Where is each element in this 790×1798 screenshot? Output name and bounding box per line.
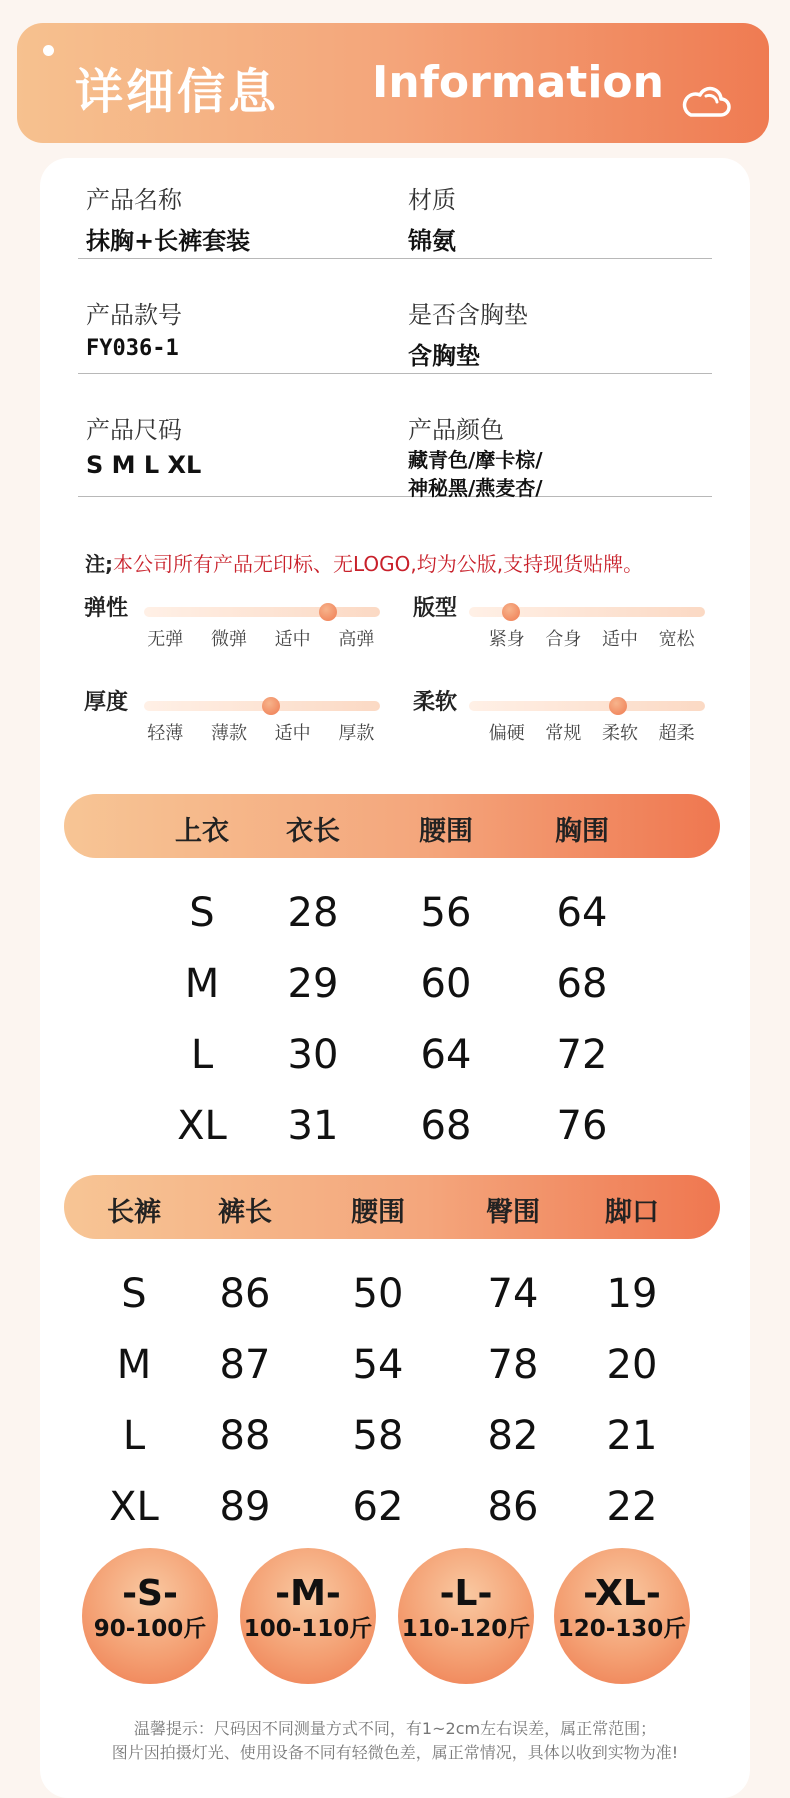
table-cell: 62 bbox=[352, 1484, 404, 1530]
attribute-option: 适中 bbox=[602, 629, 639, 650]
attribute-option: 微弹 bbox=[210, 629, 247, 650]
info-cell bbox=[86, 295, 182, 361]
notice-text: 本公司所有产品无印标、无LOGO,均为公版,支持现货贴牌。 bbox=[113, 552, 644, 576]
table-cell: 64 bbox=[420, 1032, 472, 1078]
attribute-name: 版型 bbox=[413, 596, 458, 621]
table-cell: L bbox=[122, 1413, 146, 1459]
attribute-name: 厚度 bbox=[84, 690, 129, 715]
material-label: 材质 bbox=[408, 186, 456, 214]
table-row bbox=[40, 1403, 750, 1473]
table-cell: M bbox=[116, 1342, 152, 1388]
table-header-cell: 胸围 bbox=[555, 816, 609, 847]
pants-size-table-header bbox=[64, 1175, 720, 1239]
attribute-track bbox=[144, 701, 380, 711]
size-circle-size: -XL- bbox=[583, 1573, 661, 1614]
table-cell: 22 bbox=[606, 1484, 658, 1530]
table-cell: 76 bbox=[556, 1103, 608, 1149]
table-cell: 74 bbox=[487, 1271, 539, 1317]
table-cell: M bbox=[184, 961, 220, 1007]
table-row bbox=[40, 880, 750, 950]
table-header-cell: 脚口 bbox=[605, 1197, 659, 1228]
table-header-cell: 长裤 bbox=[107, 1197, 161, 1228]
table-row bbox=[40, 1093, 750, 1163]
table-row bbox=[40, 1261, 750, 1331]
header-banner bbox=[17, 23, 769, 143]
table-cell: 89 bbox=[219, 1484, 271, 1530]
pad-value: 含胸垫 bbox=[408, 342, 480, 370]
table-cell: 50 bbox=[352, 1271, 404, 1317]
attribute-option: 厚款 bbox=[338, 723, 375, 744]
table-header-cell: 上衣 bbox=[175, 816, 229, 847]
pad-label: 是否含胸垫 bbox=[408, 301, 528, 329]
table-cell: 30 bbox=[287, 1032, 339, 1078]
table-cell: 54 bbox=[352, 1342, 404, 1388]
attribute-option: 宽松 bbox=[658, 629, 695, 650]
info-cell bbox=[408, 295, 528, 371]
attribute-option: 紧身 bbox=[488, 629, 525, 650]
attribute-knob bbox=[319, 603, 337, 621]
table-cell: 86 bbox=[487, 1484, 539, 1530]
attribute-option: 轻薄 bbox=[147, 723, 184, 744]
table-header-cell: 腰围 bbox=[419, 816, 473, 847]
table-cell: 64 bbox=[556, 890, 608, 936]
material-value: 锦氨 bbox=[408, 227, 456, 255]
attribute-elasticity bbox=[84, 591, 394, 651]
size-value: S M L XL bbox=[86, 451, 202, 479]
size-circle-weight: 90-100斤 bbox=[93, 1616, 207, 1642]
product-name-value: 抹胸+长裤套装 bbox=[86, 227, 251, 255]
attribute-softness bbox=[413, 685, 723, 745]
product-code-label: 产品款号 bbox=[86, 301, 182, 329]
table-row bbox=[40, 1332, 750, 1402]
table-cell: 68 bbox=[556, 961, 608, 1007]
size-circle-size: -S- bbox=[122, 1573, 178, 1614]
attribute-option: 偏硬 bbox=[488, 723, 525, 744]
attribute-thickness bbox=[84, 685, 394, 745]
tip-line-2: 图片因拍摄灯光、使用设备不同有轻微色差，属正常情况，具体以收到实物为准! bbox=[111, 1743, 679, 1762]
info-cell bbox=[408, 410, 543, 501]
size-circle-l bbox=[398, 1548, 534, 1684]
attribute-option: 合身 bbox=[545, 629, 582, 650]
attribute-option: 适中 bbox=[274, 723, 311, 744]
table-cell: 60 bbox=[420, 961, 472, 1007]
table-cell: 82 bbox=[487, 1413, 539, 1459]
info-row bbox=[78, 180, 712, 259]
table-header-cell: 衣长 bbox=[286, 816, 340, 847]
attribute-track bbox=[144, 607, 380, 617]
notice bbox=[85, 548, 643, 577]
cloud-icon bbox=[679, 85, 731, 121]
product-name-label: 产品名称 bbox=[86, 186, 182, 214]
notice-prefix: 注; bbox=[85, 552, 113, 576]
info-row bbox=[78, 295, 712, 374]
size-label: 产品尺码 bbox=[86, 416, 182, 444]
color-label: 产品颜色 bbox=[408, 416, 504, 444]
color-value-line1: 藏青色/摩卡棕/ bbox=[408, 448, 543, 472]
table-header-cell: 裤长 bbox=[218, 1197, 272, 1228]
size-circle-size: -M- bbox=[275, 1573, 341, 1614]
table-cell: XL bbox=[109, 1484, 159, 1530]
detail-card bbox=[40, 158, 750, 1798]
attribute-option: 适中 bbox=[274, 629, 311, 650]
attribute-name: 柔软 bbox=[413, 690, 458, 715]
top-size-table-header bbox=[64, 794, 720, 858]
table-row bbox=[40, 1022, 750, 1092]
table-row bbox=[40, 951, 750, 1021]
decor-dot bbox=[43, 45, 54, 56]
attribute-option: 无弹 bbox=[147, 629, 184, 650]
table-cell: 58 bbox=[352, 1413, 404, 1459]
attribute-option: 高弹 bbox=[338, 629, 375, 650]
attribute-option: 超柔 bbox=[658, 723, 695, 744]
attribute-knob bbox=[609, 697, 627, 715]
size-circle-m bbox=[240, 1548, 376, 1684]
attribute-name: 弹性 bbox=[84, 596, 129, 621]
attribute-knob bbox=[502, 603, 520, 621]
banner-title-cn: 详细信息 bbox=[75, 64, 280, 120]
size-circle-weight: 120-130斤 bbox=[557, 1616, 687, 1642]
table-cell: 19 bbox=[606, 1271, 658, 1317]
table-cell: L bbox=[190, 1032, 214, 1078]
size-circle-weight: 110-120斤 bbox=[401, 1616, 531, 1642]
color-value-line2: 神秘黑/燕麦杏/ bbox=[408, 476, 543, 500]
size-circle-size: -L- bbox=[439, 1573, 493, 1614]
size-circle-weight: 100-110斤 bbox=[243, 1616, 373, 1642]
table-cell: 20 bbox=[606, 1342, 658, 1388]
table-cell: 21 bbox=[606, 1413, 658, 1459]
tip-line-1: 温馨提示：尺码因不同测量方式不同，有1~2cm左右误差，属正常范围； bbox=[133, 1719, 657, 1738]
info-cell bbox=[86, 180, 250, 256]
size-circle-xl bbox=[554, 1548, 690, 1684]
table-header-cell: 臀围 bbox=[486, 1197, 540, 1228]
table-cell: 68 bbox=[420, 1103, 472, 1149]
product-code-value: FY036-1 bbox=[86, 336, 179, 361]
info-cell bbox=[86, 410, 201, 479]
attribute-track bbox=[469, 607, 705, 617]
attribute-knob bbox=[262, 697, 280, 715]
table-cell: 28 bbox=[287, 890, 339, 936]
table-cell: XL bbox=[177, 1103, 227, 1149]
table-header-cell: 腰围 bbox=[351, 1197, 405, 1228]
banner-title-en: Information bbox=[372, 57, 664, 108]
table-cell: 31 bbox=[287, 1103, 339, 1149]
table-cell: S bbox=[189, 890, 215, 936]
table-cell: 56 bbox=[420, 890, 472, 936]
table-cell: 87 bbox=[219, 1342, 271, 1388]
table-cell: 78 bbox=[487, 1342, 539, 1388]
table-cell: S bbox=[121, 1271, 147, 1317]
attribute-option: 薄款 bbox=[210, 723, 247, 744]
attribute-fit bbox=[413, 591, 723, 651]
attribute-track bbox=[469, 701, 705, 711]
table-cell: 29 bbox=[287, 961, 339, 1007]
table-cell: 72 bbox=[556, 1032, 608, 1078]
attribute-option: 常规 bbox=[545, 723, 582, 744]
table-cell: 88 bbox=[219, 1413, 271, 1459]
table-row bbox=[40, 1474, 750, 1544]
size-circle-s bbox=[82, 1548, 218, 1684]
table-cell: 86 bbox=[219, 1271, 271, 1317]
info-cell bbox=[408, 180, 456, 256]
attribute-option: 柔软 bbox=[602, 723, 639, 744]
info-row bbox=[78, 410, 712, 500]
